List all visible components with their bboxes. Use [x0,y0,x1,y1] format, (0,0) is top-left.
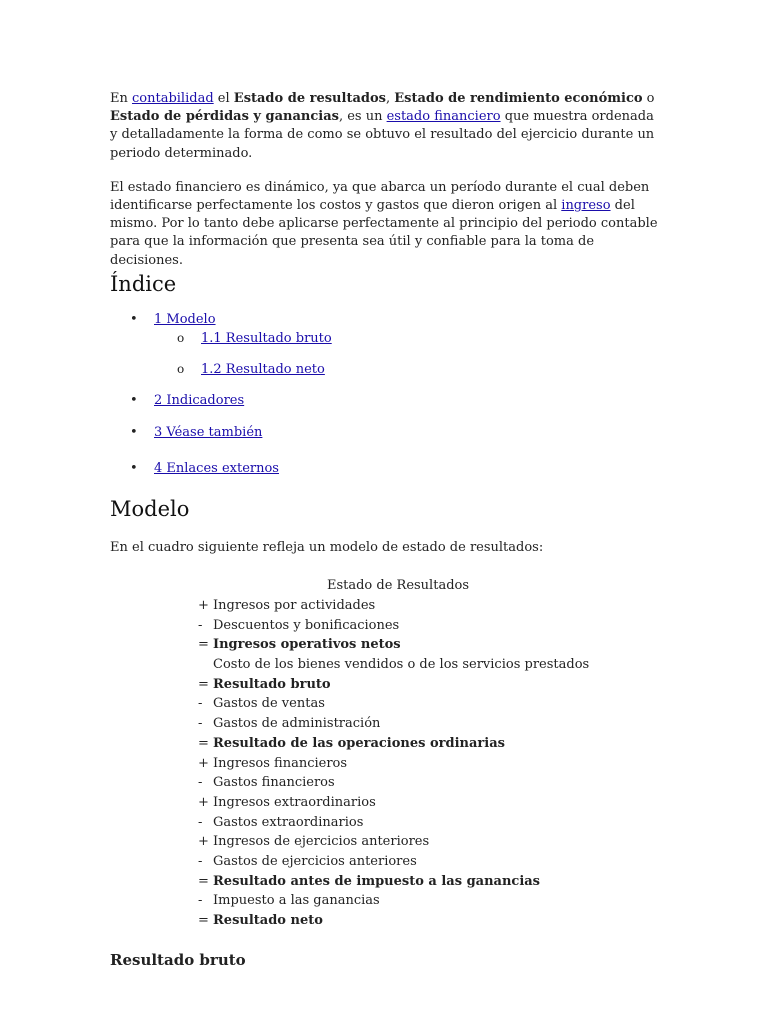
toc-link-enlaces-externos[interactable]: 4 Enlaces externos [154,461,279,476]
text: el [213,91,234,106]
row-sign: - [198,775,203,791]
row-sign: = [198,637,209,653]
row-sign: + [198,598,209,613]
bold-term: Estado de rendimiento económico [394,91,643,106]
bold-term: Estado de resultados [233,91,386,106]
row-label: Resultado de las operaciones ordinarias [213,735,505,751]
toc-heading: Índice [110,272,177,296]
row-label: Gastos de ventas [213,696,325,712]
row-label: Resultado antes de impuesto a las ganancias [213,873,540,889]
statement-title: Estado de Resultados [326,578,470,593]
statement-rows [198,598,598,933]
text: , [385,91,395,106]
statement-row [198,657,598,677]
income-statement [198,578,598,933]
toc-item [110,312,332,331]
row-sign: + [198,755,209,771]
toc-item [110,393,332,425]
row-label: Resultado neto [213,913,323,928]
row-label: Gastos financieros [213,775,335,791]
section-heading-modelo: Modelo [110,497,190,521]
text: o [642,91,655,106]
row-label: Ingresos operativos netos [213,637,401,653]
row-label: Impuesto a las ganancias [213,893,380,909]
row-label: Ingresos extraordinarios [213,794,376,810]
table-of-contents [110,312,332,481]
row-label: Gastos extraordinarios [213,814,364,830]
statement-row [198,696,598,716]
link-ingreso[interactable]: ingreso [561,198,611,214]
statement-row [198,913,598,933]
intro-paragraph-2 [110,179,658,270]
statement-row [198,874,598,894]
toc-link-resultado-neto[interactable]: 1.2 Resultado neto [201,362,325,377]
statement-row [198,854,598,874]
row-sign: - [198,696,203,712]
toc-item [110,362,332,393]
row-label: Ingresos financieros [213,755,348,771]
row-sign: = [198,735,209,751]
row-sign: + [198,794,209,810]
toc-link-indicadores[interactable]: 2 Indicadores [154,393,245,408]
statement-row [198,736,598,756]
row-sign: - [198,617,203,633]
link-contabilidad[interactable]: contabilidad [132,91,214,106]
row-sign: + [198,834,209,850]
statement-row [198,618,598,638]
statement-row [198,893,598,913]
bold-term: Estado de pérdidas y ganancias [110,109,339,125]
link-estado-financiero[interactable]: estado financiero [386,109,501,125]
row-sign: - [198,853,203,869]
row-label: Gastos de administración [213,716,381,732]
text: , es un [338,109,387,125]
section-heading-resultado-bruto: Resultado bruto [110,951,246,969]
row-label: Ingresos de ejercicios anteriores [213,834,430,850]
statement-row [198,775,598,795]
statement-row [198,598,598,618]
row-sign: = [198,913,209,928]
row-sign: = [198,676,209,692]
toc-link-vease-tambien[interactable]: 3 Véase también [154,425,263,440]
toc-link-resultado-bruto[interactable]: 1.1 Resultado bruto [201,331,332,346]
row-label: Gastos de ejercicios anteriores [213,853,417,869]
row-sign [198,657,213,677]
toc-item [110,331,332,362]
row-label: Costo de los bienes vendidos o de los servicios prestados [213,657,590,673]
model-intro-text: En el cuadro siguiente refleja un modelo de estado de resultados: [110,540,544,555]
statement-row [198,834,598,854]
statement-row [198,756,598,776]
row-sign: - [198,716,203,732]
toc-item [110,425,332,461]
row-label: Resultado bruto [213,676,331,692]
toc-link-modelo[interactable]: 1 Modelo [154,312,216,327]
statement-row [198,795,598,815]
row-sign: - [198,814,203,830]
intro-paragraph-1 [110,90,658,163]
article [110,90,658,969]
text: El estado financiero es dinámico, ya que abarca un período durante el cual deben identificarse perfectamente los costos y gastos que dieron origen al [110,179,650,214]
text: En [110,91,132,106]
statement-row [198,815,598,835]
text: que muestra ordenada y detalladamente la forma de como se obtuvo el resultado del ejercicio durante un periodo determinado. [110,109,655,161]
row-sign: = [198,873,209,889]
statement-row [198,637,598,657]
statement-row [198,677,598,697]
statement-row [198,716,598,736]
row-sign: - [198,893,203,909]
row-label: Ingresos por actividades [213,598,376,613]
row-label: Descuentos y bonificaciones [213,617,400,633]
toc-item [110,461,332,481]
text: del mismo. Por lo tanto debe aplicarse perfectamente al principio del periodo contable para que la información que presenta sea útil y confiable para la toma de decisiones. [110,198,658,268]
